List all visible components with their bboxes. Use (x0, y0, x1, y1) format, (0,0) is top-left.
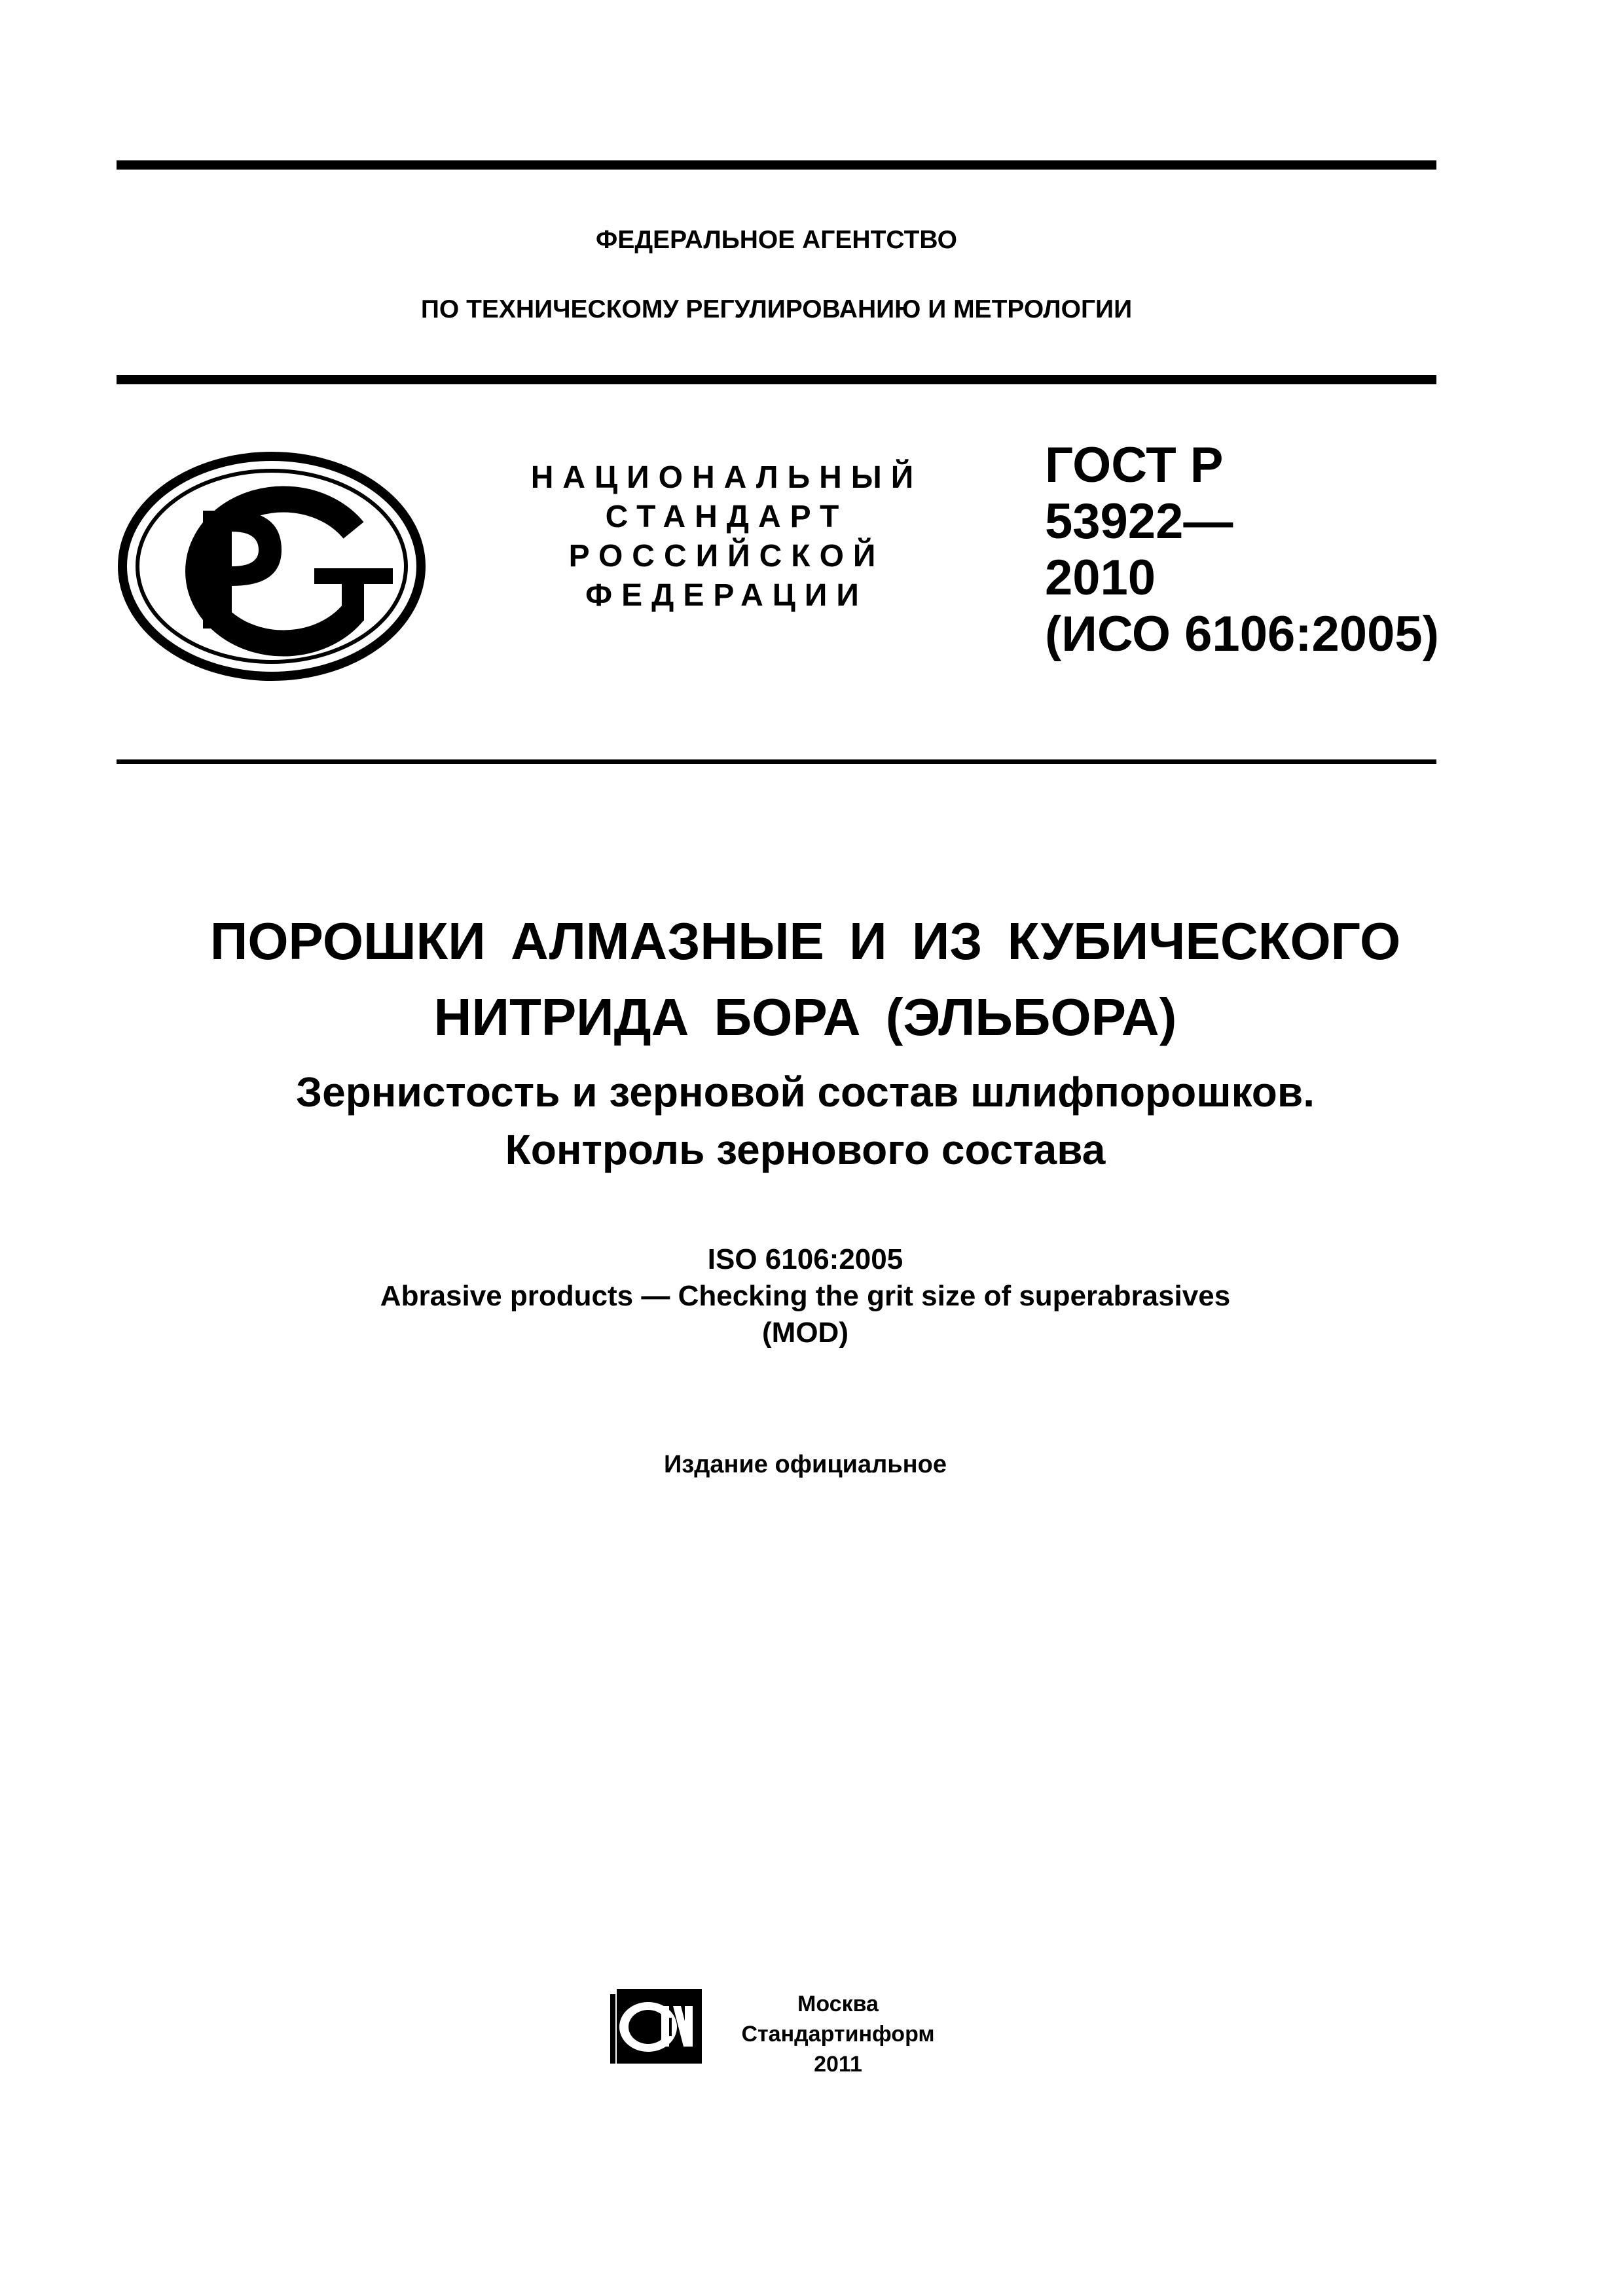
agency-line-1: ФЕДЕРАЛЬНОЕ АГЕНТСТВО (596, 226, 957, 254)
iso-reference (98, 1241, 1512, 1351)
designation-line-3: 2010 (1045, 550, 1156, 606)
edition-note: Издание официальное (664, 1451, 947, 1478)
publisher-year: 2011 (814, 2052, 862, 2077)
national-standard-label (498, 458, 956, 615)
publisher-name: Стандартинформ (741, 2022, 935, 2047)
national-line-3: РОССИЙСКОЙ (568, 539, 885, 574)
national-line-1: НАЦИОНАЛЬНЫЙ (530, 460, 923, 495)
designation-line-1: ГОСТ Р (1045, 437, 1224, 493)
main-title-line-2: НИТРИДА БОРА (ЭЛЬБОРА) (433, 988, 1177, 1046)
designation-line-2: 53922— (1045, 494, 1233, 549)
rst-conformity-mark-icon (118, 452, 426, 681)
designation-bottom-rule (117, 759, 1436, 764)
publisher-block (720, 1989, 956, 2079)
national-line-4: ФЕДЕРАЦИИ (585, 578, 868, 613)
subtitle-line-2: Контроль зернового состава (505, 1126, 1106, 1173)
publisher-city: Москва (797, 1992, 879, 2016)
standartinform-logo-icon (608, 1986, 704, 2066)
national-line-2: СТАНДАРТ (605, 500, 848, 534)
agency-bottom-rule (117, 375, 1436, 384)
standard-designation (1045, 437, 1439, 663)
iso-code: ISO 6106:2005 (707, 1243, 903, 1275)
iso-modifier: (MOD) (762, 1317, 848, 1349)
designation-line-4: (ИСО 6106:2005) (1045, 606, 1439, 662)
subtitle-line-1: Зернистость и зерновой состав шлифпорошков. (296, 1068, 1315, 1116)
main-title-line-1: ПОРОШКИ АЛМАЗНЫЕ И ИЗ КУБИЧЕСКОГО (210, 912, 1401, 970)
subtitle (98, 1063, 1512, 1178)
top-rule (117, 160, 1436, 170)
main-title (98, 903, 1512, 1055)
iso-title: Abrasive products — Checking the grit size of superabrasives (380, 1280, 1231, 1312)
agency-line-2: ПО ТЕХНИЧЕСКОМУ РЕГУЛИРОВАНИЮ И МЕТРОЛОГИИ (420, 295, 1133, 323)
